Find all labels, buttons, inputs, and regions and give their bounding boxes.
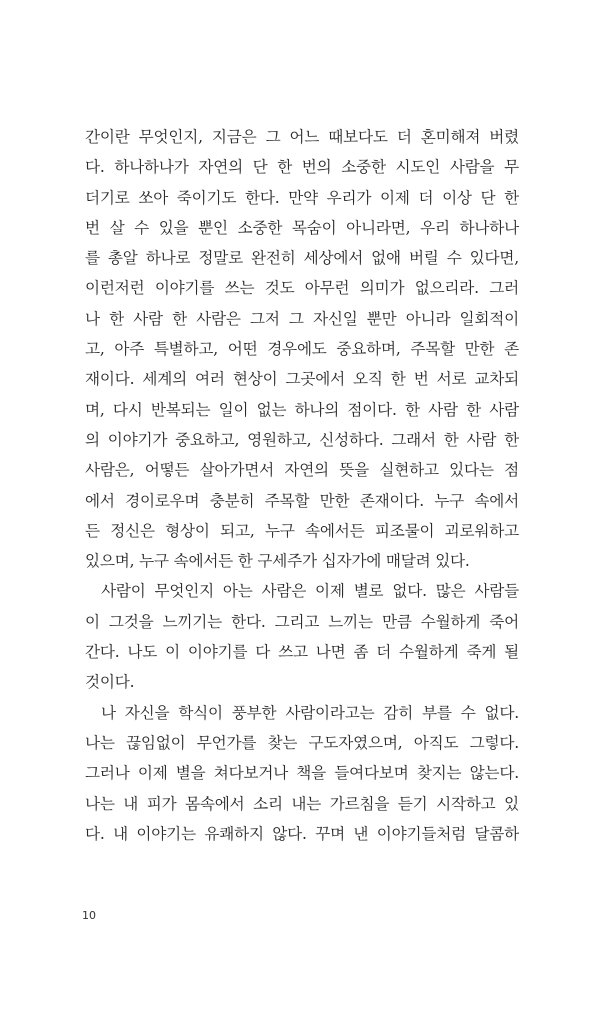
- page-number: 10: [82, 909, 96, 922]
- text-line: 있으며, 누구 속에서든 한 구세주가 십자가에 매달려 있다.: [85, 552, 470, 571]
- text-line: 에서 경이로우며 충분히 주목할 만한 존재이다. 누구 속에서: [85, 491, 519, 510]
- body-text: [85, 122, 519, 849]
- text-line: 나는 끊임없이 무언가를 찾는 구도자였으며, 아직도 그렇다.: [85, 733, 519, 752]
- paragraph-3: [85, 698, 519, 849]
- text-line: 번 살 수 있을 뿐인 소중한 목숨이 아니라면, 우리 하나하나: [85, 218, 519, 237]
- text-line: 다. 하나하나가 자연의 단 한 번의 소중한 시도인 사람을 무: [85, 158, 519, 177]
- paragraph-1: [85, 122, 519, 576]
- text-line: 를 총알 하나로 정말로 완전히 세상에서 없애 버릴 수 있다면,: [85, 249, 519, 268]
- text-line: 나 한 사람 한 사람은 그저 그 자신일 뿐만 아니라 일회적이: [85, 309, 519, 328]
- text-line: 사람이 무엇인지 아는 사람은 이제 별로 없다. 많은 사람들: [101, 582, 519, 601]
- text-line: 나는 내 피가 몸속에서 소리 내는 가르침을 듣기 시작하고 있: [85, 794, 519, 813]
- text-line: 의 이야기가 중요하고, 영원하고, 신성하다. 그래서 한 사람 한: [85, 430, 519, 449]
- text-line: 다. 내 이야기는 유쾌하지 않다. 꾸며 낸 이야기들처럼 달콤하: [85, 824, 519, 843]
- text-line: 사람은, 어떻든 살아가면서 자연의 뜻을 실현하고 있다는 점: [85, 461, 519, 480]
- text-line: 재이다. 세계의 여러 현상이 그곳에서 오직 한 번 서로 교차되: [85, 370, 519, 389]
- paragraph-2: [85, 576, 519, 697]
- text-line: 며, 다시 반복되는 일이 없는 하나의 점이다. 한 사람 한 사람: [85, 400, 519, 419]
- text-line: 나 자신을 학식이 풍부한 사람이라고는 감히 부를 수 없다.: [101, 703, 519, 722]
- text-line: 고, 아주 특별하고, 어떤 경우에도 중요하며, 주목할 만한 존: [85, 340, 519, 359]
- text-line: 이런저런 이야기를 쓰는 것도 아무런 의미가 없으리라. 그러: [85, 279, 519, 298]
- text-line: 이 그것을 느끼기는 한다. 그리고 느끼는 만큼 수월하게 죽어: [85, 612, 519, 631]
- text-line: 든 정신은 형상이 되고, 누구 속에서든 피조물이 괴로워하고: [85, 521, 519, 540]
- text-line: 간이란 무엇인지, 지금은 그 어느 때보다도 더 혼미해져 버렸: [85, 128, 519, 146]
- text-line: 간다. 나도 이 이야기를 다 쓰고 나면 좀 더 수월하게 죽게 될: [85, 643, 519, 662]
- text-line: 그러나 이제 별을 쳐다보거나 책을 들여다보며 찾지는 않는다.: [85, 764, 519, 783]
- text-line: 것이다.: [85, 673, 135, 692]
- text-line: 더기로 쏘아 죽이기도 한다. 만약 우리가 이제 더 이상 단 한: [85, 188, 519, 207]
